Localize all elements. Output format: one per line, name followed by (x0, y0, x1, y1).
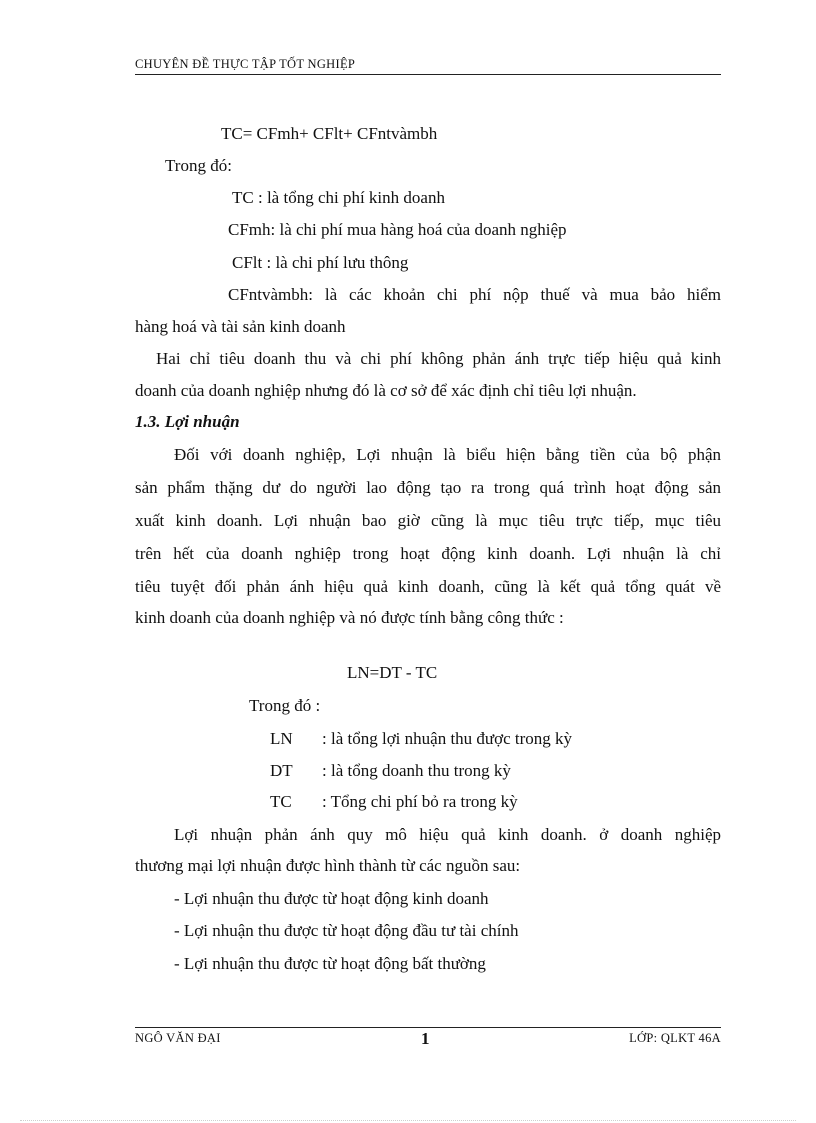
footer-rule (135, 1027, 721, 1028)
page-number: 1 (421, 1029, 430, 1048)
definition-line: CFlt : là chi phí lưu thông (232, 253, 409, 272)
paragraph-line: sản phẩm thặng dư do người lao động tạo ra trong quá trình hoạt động sản (135, 478, 721, 497)
definition-line: CFmh: là chi phí mua hàng hoá của doanh nghiệp (228, 220, 567, 239)
paragraph-line: Đối với doanh nghiệp, Lợi nhuận là biểu hiện bằng tiền của bộ phận (174, 445, 721, 464)
formula-profit: LN=DT - TC (347, 663, 438, 682)
term-description: : là tổng lợi nhuận thu được trong kỳ (322, 729, 573, 748)
term-definition (270, 729, 572, 749)
list-item: - Lợi nhuận thu được từ hoạt động bất thường (174, 954, 486, 973)
list-item: - Lợi nhuận thu được từ hoạt động đầu tư tài chính (174, 921, 519, 940)
term-symbol: LN (270, 729, 293, 748)
page-bottom-dotted-edge (20, 1120, 796, 1121)
paragraph-line: doanh của doanh nghiệp nhưng đó là cơ sở để xác định chỉ tiêu lợi nhuận. (135, 381, 637, 400)
definition-continuation: hàng hoá và tài sản kinh doanh (135, 317, 346, 336)
footer-author: NGÔ VĂN ĐẠI (135, 1031, 221, 1045)
paragraph-line: tiêu tuyệt đối phản ánh hiệu quả kinh doanh, cũng là kết quả tổng quát về (135, 577, 721, 596)
paragraph-line: thương mại lợi nhuận được hình thành từ các nguồn sau: (135, 856, 521, 875)
formula-total-cost: TC= CFmh+ CFlt+ CFntvàmbh (221, 124, 438, 143)
term-definition (270, 761, 511, 781)
term-description: : là tổng doanh thu trong kỳ (322, 761, 511, 780)
formula-where-label: Trong đó : (249, 696, 321, 715)
term-definition (270, 792, 518, 812)
section-heading: 1.3. Lợi nhuận (135, 412, 240, 431)
footer-class: LỚP: QLKT 46A (629, 1031, 721, 1045)
definition-line: CFntvàmbh: là các khoản chi phí nộp thuế và mua bảo hiểm (228, 285, 721, 304)
paragraph-line: trên hết của doanh nghiệp trong hoạt động kinh doanh. Lợi nhuận là chỉ (135, 544, 721, 563)
definition-line: TC : là tổng chi phí kinh doanh (232, 188, 445, 207)
paragraph-line: xuất kinh doanh. Lợi nhuận bao giờ cũng là mục tiêu trực tiếp, mục tiêu (135, 511, 721, 530)
term-symbol: DT (270, 761, 293, 780)
paragraph-line: kinh doanh của doanh nghiệp và nó được tính bằng công thức : (135, 608, 564, 627)
term-description: : Tổng chi phí bỏ ra trong kỳ (322, 792, 518, 811)
page-header: CHUYÊN ĐỀ THỰC TẬP TỐT NGHIỆP (135, 57, 721, 75)
paragraph-line: Hai chỉ tiêu doanh thu và chi phí không phản ánh trực tiếp hiệu quả kinh (156, 349, 721, 368)
list-item: - Lợi nhuận thu được từ hoạt động kinh doanh (174, 889, 489, 908)
formula-where-label: Trong đó: (165, 156, 232, 175)
paragraph-line: Lợi nhuận phản ánh quy mô hiệu quả kinh doanh. ở doanh nghiệp (174, 825, 721, 844)
term-symbol: TC (270, 792, 292, 811)
